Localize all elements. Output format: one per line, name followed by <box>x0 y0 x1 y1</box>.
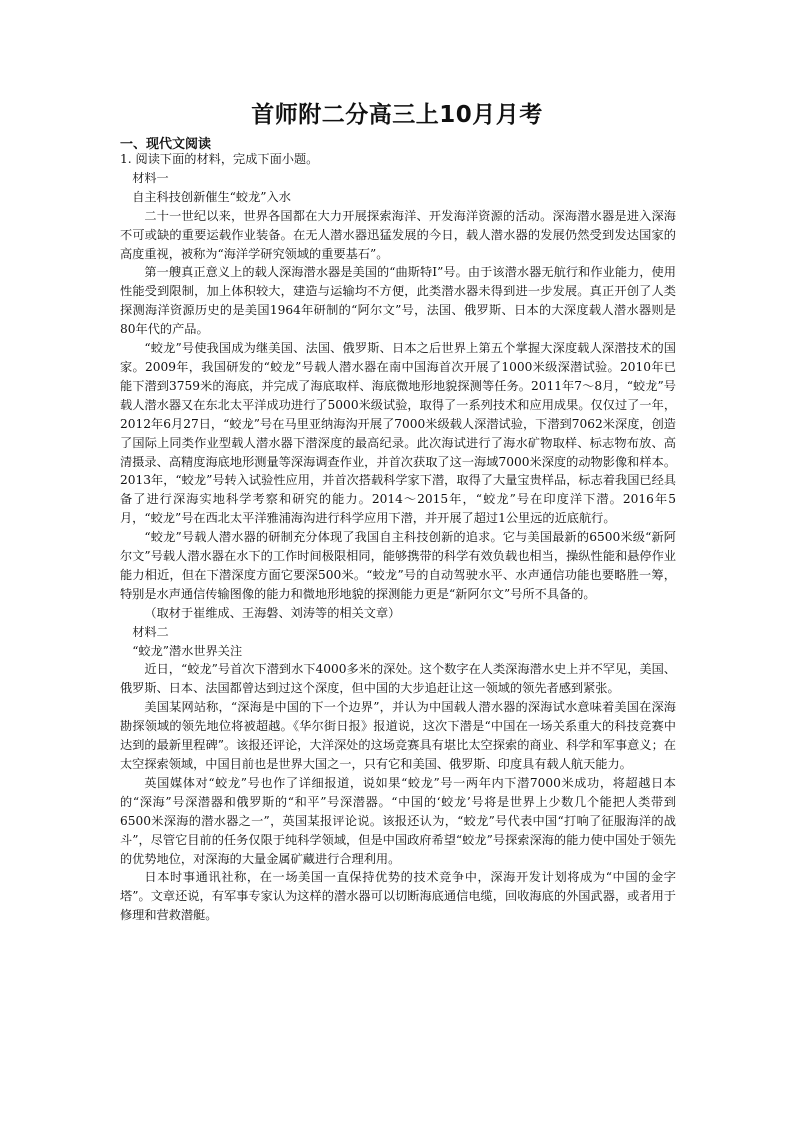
material1-headline: 自主科技创新催生“蛟龙”入水 <box>132 189 291 204</box>
material2-label: 材料二 <box>132 624 169 639</box>
material1-label: 材料一 <box>132 170 169 185</box>
material2-paragraph: 日本时事通讯社称，在一场美国一直保持优势的技术竞争中，深海开发计划将成为“中国的金字塔”。文章还说，有军事专家认为这样的潜水器可以切断海底通信电缆，回收海底的外国武器，或者用于修理和营救潜艇。 <box>120 870 676 923</box>
material1-paragraph: “蛟龙”号载人潜水器的研制充分体现了我国自主科技创新的追求。它与美国最新的6500米级“新阿尔文”号载人潜水器在水下的工作时间极限相同，能够携带的科学有效负载也相当，操纵性能和悬停作业能力相近，但在下潜深度方面它要深500米。“蛟龙”号的自动驾驶水平、水声通信功能也要略胜一筹，特别是水声通信传输图像的能力和微地形地貌的探测能力更是“新阿尔文”号所不具备的。 <box>120 530 676 601</box>
material1-paragraph: “蛟龙”号使我国成为继美国、法国、俄罗斯、日本之后世界上第五个掌握大深度载人深潜技术的国家。2009年，我国研发的“蛟龙”号载人潜水器在南中国海首次开展了1000米级深潜试验。2010年已能下潜到3759米的海底，并完成了海底取样、海底微地形地貌探测等任务。2011年7～8月，“蛟龙”号载人潜水器又在东北太平洋成功进行了5000米级试验，取得了一系列技术和应用成果。仅仅过了一年，2012年6月27日，“蛟龙”号在马里亚纳海沟开展了7000米级载人深潜试验，下潜到7062米深度，创造了国际上同类作业型载人潜水器下潜深度的最高纪录。此次海试进行了海水矿物取样、标志物布放、高清摄录、高精度海底地形测量等深海调查作业，并首次获取了这一海域7000米深度的动物影像和样本。2013年，“蛟龙”号转入试验性应用，并首次搭载科学家下潜，取得了大量宝贵样品，标志着我国已经具备了进行深海实地科学考察和研究的能力。2014～2015年，“蛟龙”号在印度洋下潜。2016年5月，“蛟龙”号在西北太平洋雅浦海沟进行科学应用下潜，并开展了超过1公里远的近底航行。 <box>120 341 676 526</box>
page-title: 首师附二分高三上10月月考 <box>251 102 543 128</box>
material2-paragraph: 英国媒体对“蛟龙”号也作了详细报道，说如果“蛟龙”号一两年内下潜7000米成功，将超越日本的“深海”号深潜器和俄罗斯的“和平”号深潜器。“中国的‘蛟龙’号将是世界上少数几个能把人类带到6500米深海的潜水器之一”，英国某报评论说。该报还认为，“蛟龙”号代表中国“打响了征服海洋的战斗”，尽管它目前的任务仅限于纯科学领域，但是中国政府希望“蛟龙”号探索深海的能力使中国处于领先的优势地位，对深海的大量金属矿藏进行合理利用。 <box>120 775 676 866</box>
material2-paragraph: 近日，“蛟龙”号首次下潜到水下4000多米的深处。这个数字在人类深海潜水史上并不罕见，美国、俄罗斯、日本、法国都曾达到过这个深度，但中国的大步追赶让这一领域的领先者感到紧张。 <box>120 662 676 696</box>
material2-paragraph: 美国某网站称，“深海是中国的下一个边界”，并认为中国载人潜水器的深海试水意味着美国在深海勘探领域的领先地位将被超越。《华尔街日报》报道说，这次下潜是“中国在一场关系重大的科技竞赛中达到的最新里程碑”。该报还评论，大洋深处的这场竞赛具有堪比太空探索的商业、科学和军事意义；在太空探索领域，中国目前也是世界大国之一，只有它和美国、俄罗斯、印度具有载人航天能力。 <box>120 700 676 771</box>
question-intro: 1. 阅读下面的材料，完成下面小题。 <box>120 152 319 166</box>
section-heading: 一、现代文阅读 <box>120 137 212 152</box>
material2-headline: “蛟龙”潜水世界关注 <box>132 643 243 658</box>
material1-paragraph: 二十一世纪以来，世界各国都在大力开展探索海洋、开发海洋资源的活动。深海潜水器是进入深海不可或缺的重要运载作业装备。在无人潜水器迅猛发展的今日，载人潜水器的发展仍然受到发达国家的高度重视，被称为“海洋学研究领域的重要基石”。 <box>120 208 676 261</box>
material1-source: （取材于崔维成、王海磐、刘涛等的相关文章） <box>144 605 401 620</box>
document-body <box>120 150 676 925</box>
material1-paragraph: 第一艘真正意义上的载人深海潜水器是美国的“曲斯特Ⅰ”号。由于该潜水器无航行和作业能力，使用性能受到限制，加上体积较大，建造与运输均不方便，此类潜水器未得到进一步发展。真正开创了人类探测海洋资源历史的是美国1964年研制的“阿尔文”号，法国、俄罗斯、日本的大深度载人潜水器则是80年代的产品。 <box>120 265 676 337</box>
